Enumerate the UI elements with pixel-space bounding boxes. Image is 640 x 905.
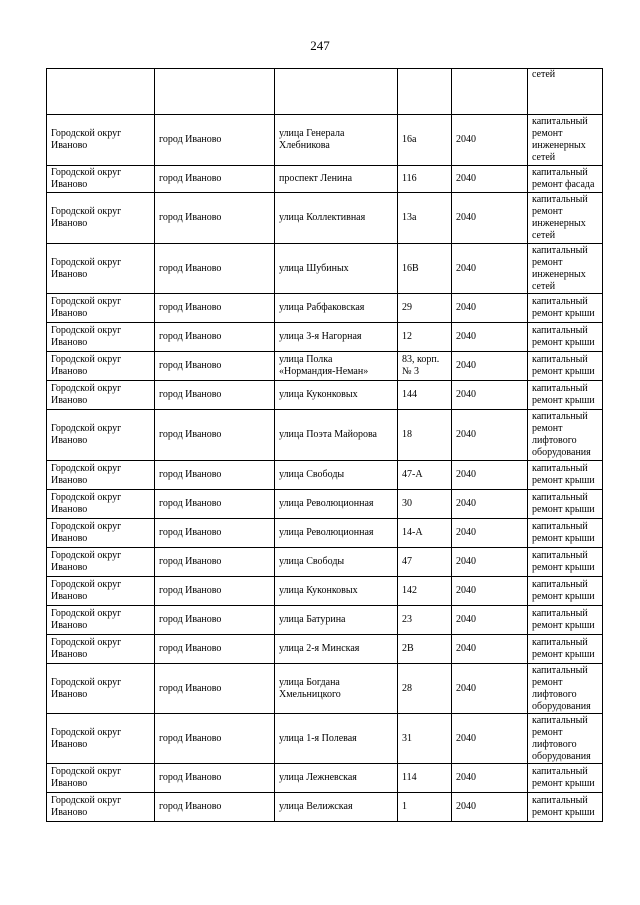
table-row: [47, 793, 603, 822]
table-row: [47, 410, 603, 461]
table-row: [47, 115, 603, 166]
table-row: [47, 519, 603, 548]
year-cell: 2040: [452, 714, 528, 764]
city-cell: город Иваново: [155, 193, 275, 244]
table-row: [47, 714, 603, 764]
work-type-cell: капитальный ремонт лифтового оборудования: [528, 664, 603, 714]
house-cell: 23: [398, 606, 452, 635]
district-cell: Городской округ Иваново: [47, 193, 155, 244]
year-cell: [452, 69, 528, 115]
street-cell: улица Велижская: [275, 793, 398, 822]
year-cell: 2040: [452, 635, 528, 664]
city-cell: город Иваново: [155, 577, 275, 606]
street-cell: улица Куконковых: [275, 381, 398, 410]
city-cell: город Иваново: [155, 294, 275, 323]
street-cell: улица Шубиных: [275, 244, 398, 294]
work-type-cell: капитальный ремонт фасада: [528, 166, 603, 193]
street-cell: улица Генерала Хлебникова: [275, 115, 398, 166]
work-type-cell: капитальный ремонт инженерных сетей: [528, 193, 603, 244]
work-type-cell: капитальный ремонт крыши: [528, 519, 603, 548]
year-cell: 2040: [452, 664, 528, 714]
house-cell: 2В: [398, 635, 452, 664]
year-cell: 2040: [452, 381, 528, 410]
table-row: [47, 577, 603, 606]
street-cell: проспект Ленина: [275, 166, 398, 193]
house-cell: 1: [398, 793, 452, 822]
house-cell: 28: [398, 664, 452, 714]
work-type-cell: капитальный ремонт лифтового оборудования: [528, 714, 603, 764]
year-cell: 2040: [452, 764, 528, 793]
district-cell: Городской округ Иваново: [47, 664, 155, 714]
work-type-cell: капитальный ремонт крыши: [528, 381, 603, 410]
city-cell: город Иваново: [155, 793, 275, 822]
street-cell: улица 3-я Нагорная: [275, 323, 398, 352]
house-cell: 30: [398, 490, 452, 519]
work-type-cell: капитальный ремонт крыши: [528, 764, 603, 793]
table-row: [47, 193, 603, 244]
house-cell: 16а: [398, 115, 452, 166]
house-cell: 116: [398, 166, 452, 193]
district-cell: Городской округ Иваново: [47, 635, 155, 664]
year-cell: 2040: [452, 294, 528, 323]
district-cell: Городской округ Иваново: [47, 606, 155, 635]
district-cell: Городской округ Иваново: [47, 323, 155, 352]
house-cell: 18: [398, 410, 452, 461]
district-cell: Городской округ Иваново: [47, 519, 155, 548]
city-cell: город Иваново: [155, 606, 275, 635]
year-cell: 2040: [452, 793, 528, 822]
house-cell: 83, корп. № 3: [398, 352, 452, 381]
table-row: [47, 606, 603, 635]
house-cell: 47-А: [398, 461, 452, 490]
house-cell: 14-А: [398, 519, 452, 548]
street-cell: улица Полка «Нормандия-Неман»: [275, 352, 398, 381]
year-cell: 2040: [452, 410, 528, 461]
housing-repair-table: [46, 68, 603, 822]
city-cell: город Иваново: [155, 461, 275, 490]
district-cell: Городской округ Иваново: [47, 461, 155, 490]
city-cell: город Иваново: [155, 244, 275, 294]
work-type-cell: капитальный ремонт крыши: [528, 294, 603, 323]
city-cell: город Иваново: [155, 166, 275, 193]
house-cell: 16В: [398, 244, 452, 294]
city-cell: город Иваново: [155, 714, 275, 764]
city-cell: город Иваново: [155, 548, 275, 577]
table-row: [47, 294, 603, 323]
street-cell: улица Рабфаковская: [275, 294, 398, 323]
city-cell: город Иваново: [155, 664, 275, 714]
district-cell: Городской округ Иваново: [47, 115, 155, 166]
work-type-cell: капитальный ремонт крыши: [528, 352, 603, 381]
year-cell: 2040: [452, 244, 528, 294]
street-cell: улица Батурина: [275, 606, 398, 635]
work-type-cell: капитальный ремонт крыши: [528, 606, 603, 635]
house-cell: 47: [398, 548, 452, 577]
city-cell: город Иваново: [155, 410, 275, 461]
table-row: [47, 764, 603, 793]
table-row: [47, 244, 603, 294]
city-cell: город Иваново: [155, 635, 275, 664]
year-cell: 2040: [452, 548, 528, 577]
street-cell: улица Куконковых: [275, 577, 398, 606]
table-row: [47, 323, 603, 352]
table-row: [47, 490, 603, 519]
work-type-cell: капитальный ремонт крыши: [528, 461, 603, 490]
work-type-cell: капитальный ремонт крыши: [528, 490, 603, 519]
district-cell: Городской округ Иваново: [47, 793, 155, 822]
year-cell: 2040: [452, 519, 528, 548]
work-type-cell: капитальный ремонт крыши: [528, 793, 603, 822]
city-cell: город Иваново: [155, 381, 275, 410]
house-cell: 12: [398, 323, 452, 352]
district-cell: Городской округ Иваново: [47, 166, 155, 193]
street-cell: улица 2-я Минская: [275, 635, 398, 664]
street-cell: улица 1-я Полевая: [275, 714, 398, 764]
street-cell: улица Революционная: [275, 519, 398, 548]
street-cell: улица Свободы: [275, 461, 398, 490]
year-cell: 2040: [452, 352, 528, 381]
district-cell: Городской округ Иваново: [47, 381, 155, 410]
table-row: [47, 69, 603, 115]
city-cell: город Иваново: [155, 519, 275, 548]
year-cell: 2040: [452, 166, 528, 193]
house-cell: 114: [398, 764, 452, 793]
table-body: [47, 69, 603, 822]
house-cell: 142: [398, 577, 452, 606]
house-cell: 13а: [398, 193, 452, 244]
house-cell: 144: [398, 381, 452, 410]
city-cell: город Иваново: [155, 115, 275, 166]
street-cell: улица Богдана Хмельницкого: [275, 664, 398, 714]
street-cell: улица Коллективная: [275, 193, 398, 244]
year-cell: 2040: [452, 461, 528, 490]
work-type-cell: сетей: [528, 69, 603, 115]
table-row: [47, 461, 603, 490]
city-cell: город Иваново: [155, 764, 275, 793]
street-cell: улица Лежневская: [275, 764, 398, 793]
house-cell: 31: [398, 714, 452, 764]
year-cell: 2040: [452, 606, 528, 635]
work-type-cell: капитальный ремонт крыши: [528, 548, 603, 577]
house-cell: [398, 69, 452, 115]
district-cell: Городской округ Иваново: [47, 577, 155, 606]
house-cell: 29: [398, 294, 452, 323]
table-row: [47, 381, 603, 410]
district-cell: Городской округ Иваново: [47, 244, 155, 294]
city-cell: город Иваново: [155, 490, 275, 519]
table-row: [47, 548, 603, 577]
table-row: [47, 166, 603, 193]
table-row: [47, 352, 603, 381]
street-cell: улица Поэта Майорова: [275, 410, 398, 461]
district-cell: Городской округ Иваново: [47, 294, 155, 323]
district-cell: Городской округ Иваново: [47, 352, 155, 381]
city-cell: [155, 69, 275, 115]
street-cell: улица Революционная: [275, 490, 398, 519]
work-type-cell: капитальный ремонт крыши: [528, 577, 603, 606]
table-row: [47, 635, 603, 664]
work-type-cell: капитальный ремонт лифтового оборудования: [528, 410, 603, 461]
district-cell: Городской округ Иваново: [47, 410, 155, 461]
year-cell: 2040: [452, 490, 528, 519]
year-cell: 2040: [452, 193, 528, 244]
page-number: 247: [310, 38, 330, 53]
year-cell: 2040: [452, 115, 528, 166]
district-cell: Городской округ Иваново: [47, 764, 155, 793]
street-cell: [275, 69, 398, 115]
district-cell: Городской округ Иваново: [47, 490, 155, 519]
district-cell: [47, 69, 155, 115]
district-cell: Городской округ Иваново: [47, 714, 155, 764]
year-cell: 2040: [452, 323, 528, 352]
street-cell: улица Свободы: [275, 548, 398, 577]
work-type-cell: капитальный ремонт крыши: [528, 635, 603, 664]
city-cell: город Иваново: [155, 323, 275, 352]
year-cell: 2040: [452, 577, 528, 606]
work-type-cell: капитальный ремонт крыши: [528, 323, 603, 352]
work-type-cell: капитальный ремонт инженерных сетей: [528, 244, 603, 294]
table-row: [47, 664, 603, 714]
work-type-cell: капитальный ремонт инженерных сетей: [528, 115, 603, 166]
city-cell: город Иваново: [155, 352, 275, 381]
district-cell: Городской округ Иваново: [47, 548, 155, 577]
